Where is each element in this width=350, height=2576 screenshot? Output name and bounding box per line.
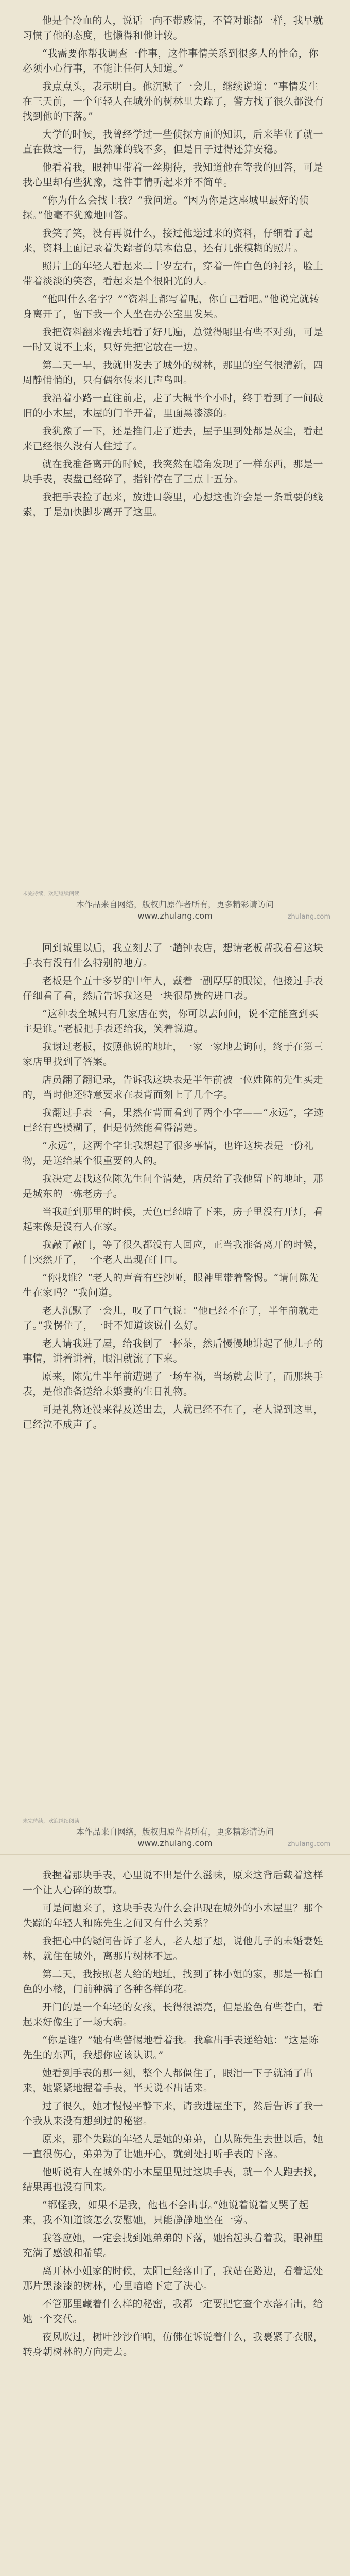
paragraph: 我把手表捡了起来，放进口袋里，心想这也许会是一条重要的线索，于是加快脚步离开了这里。 <box>23 492 324 518</box>
paragraph: 照片上的年轻人看起来二十岁左右，穿着一件白色的衬衫，脸上带着淡淡的笑容，看起来是个很阳光的人。 <box>23 261 324 287</box>
paragraph: 老人沉默了一会儿，叹了口气说：“他已经不在了，半年前就走了。”我愣住了，一时不知道该说什么好。 <box>23 1305 319 1331</box>
paragraph: “你找谁？”老人的声音有些沙哑，眼神里带着警惕。“请问陈先生在家吗？”我问道。 <box>23 1272 319 1298</box>
page-credit: 未完待续，欢迎继续阅读 <box>23 1819 79 1824</box>
paragraph: “这种表全城只有几家店在卖，你可以去问问，说不定能查到买主是谁。”老板把手表还给我，笑着说道。 <box>23 1008 319 1035</box>
paragraph: 不管那里藏着什么样的秘密，我都一定要把它查个水落石出，给她一个交代。 <box>23 2298 324 2325</box>
paragraph: “你为什么会找上我？”我问道。“因为你是这座城里最好的侦探。”他毫不犹豫地回答。 <box>23 195 309 221</box>
paragraph: “永远”，这两个字让我想起了很多事情，也许这块表是一份礼物，是送给某个很重要的人的。 <box>23 1140 314 1166</box>
paragraph: “他叫什么名字？”“资料上都写着呢，你自己看吧。”他说完就转身离开了，留下我一个人坐在办公室里发呆。 <box>23 294 320 320</box>
paragraph: 原来，陈先生半年前遭遇了一场车祸，当场就去世了，而那块手表，是他准备送给未婚妻的生日礼物。 <box>23 1371 324 1397</box>
paragraph: 我犹豫了一下，还是推门走了进去，屋子里到处都是灰尘，看起来已经很久没有人住过了。 <box>23 426 324 452</box>
paragraph: 我决定去找这位陈先生问个清楚，店员给了我他留下的地址，那是城东的一栋老房子。 <box>23 1173 324 1199</box>
paragraph: 回到城里以后，我立刻去了一趟钟表店，想请老板帮我看看这块手表有没有什么特别的地方。 <box>23 942 324 969</box>
paragraph: “都怪我，如果不是我，他也不会出事。”她说着说着又哭了起来，我不知道该怎么安慰她，只能静静地坐在一旁。 <box>23 2199 309 2226</box>
paragraph: 可是礼物还没来得及送出去，人就已经不在了，老人说到这里，已经泣不成声了。 <box>23 1404 324 1430</box>
scan-page-2 <box>0 927 350 1855</box>
paragraph: 她看到手表的那一刻，整个人都僵住了，眼泪一下子就涌了出来，她紧紧地握着手表，半天说不出话来。 <box>23 2067 313 2094</box>
paragraph-list <box>23 13 327 520</box>
paragraph: 离开林小姐家的时候，太阳已经落山了，我站在路边，看着远处那片黑漆漆的树林，心里暗暗下定了决心。 <box>23 2265 324 2292</box>
paragraph: 开门的是一个年轻的女孩，长得很漂亮，但是脸色有些苍白，看起来好像生了一场大病。 <box>23 2002 324 2028</box>
paragraph: 过了很久，她才慢慢平静下来，请我进屋坐下，然后告诉了我一个我从来没有想到过的秘密。 <box>23 2100 324 2127</box>
paragraph: 第二天，我按照老人给的地址，找到了林小姐的家，那是一栋白色的小楼，门前种满了各种各样的花。 <box>23 1969 324 1995</box>
paragraph: 可是问题来了，这块手表为什么会出现在城外的小木屋里？那个失踪的年轻人和陈先生之间又有什么关系？ <box>23 1903 324 1929</box>
paragraph: “你是谁？”她有些警惕地看着我。我拿出手表递给她：“这是陈先生的东西，我想你应该认识。” <box>23 2035 319 2061</box>
paragraph: 他听说有人在城外的小木屋里见过这块手表，就一个人跑去找，结果再也没有回来。 <box>23 2166 324 2193</box>
footer-text: 本作品来自网络，版权归原作者所有，更多精彩请访问 <box>76 900 274 909</box>
footer-text: 本作品来自网络，版权归原作者所有，更多精彩请访问 <box>76 1827 274 1837</box>
paragraph: 就在我准备离开的时候，我突然在墙角发现了一样东西，那是一块手表，表盘已经碎了，指针停在了三点十五分。 <box>23 459 324 485</box>
footer-link[interactable]: www.zhulang.com <box>137 1838 213 1848</box>
paragraph: 店员翻了翻记录，告诉我这块表是半年前被一位姓陈的先生买走的，当时他还特意要求在表背面刻上了几个字。 <box>23 1074 324 1100</box>
paragraph: 我握着那块手表，心里说不出是什么滋味，原来这背后藏着这样一个让人心碎的故事。 <box>23 1870 324 1896</box>
watermark: zhulang.com <box>287 913 330 921</box>
paragraph: 我谢过老板，按照他说的地址，一家一家地去询问，终于在第三家店里找到了答案。 <box>23 1041 324 1067</box>
paragraph: 老板是个五十多岁的中年人，戴着一副厚厚的眼镜，他接过手表仔细看了看，然后告诉我这是一块很昂贵的进口表。 <box>23 975 324 1002</box>
watermark: zhulang.com <box>287 1840 330 1848</box>
scan-page-3 <box>0 1855 350 2576</box>
paragraph: “我需要你帮我调查一件事，这件事情关系到很多人的性命，你必须小心行事，不能让任何人知道。” <box>23 48 319 74</box>
paragraph: 大学的时候，我曾经学过一些侦探方面的知识，后来毕业了就一直在做这一行，虽然赚的钱不多，但是日子过得还算安稳。 <box>23 129 324 155</box>
paragraph: 他看着我，眼神里带着一丝期待，我知道他在等我的回答，可是我心里却有些犹豫，这件事情听起来并不简单。 <box>23 162 324 188</box>
paragraph: 我把心中的疑问告诉了老人，老人想了想，说他儿子的未婚妻姓林，就住在城外，离那片树林不远。 <box>23 1936 324 1962</box>
paragraph: 我把资料翻来覆去地看了好几遍，总觉得哪里有些不对劲，可是一时又说不上来，只好先把它放在一边。 <box>23 327 324 353</box>
paragraph-list <box>23 1868 327 2360</box>
footer-link[interactable]: www.zhulang.com <box>137 911 213 921</box>
paragraph: 我翻过手表一看，果然在背面看到了两个小字——“永远”，字迹已经有些模糊了，但是仍然能看得清楚。 <box>23 1107 324 1133</box>
paragraph: 我答应她，一定会找到她弟弟的下落，她抬起头看着我，眼神里充满了感激和希望。 <box>23 2232 324 2259</box>
paragraph: 我沿着小路一直往前走，走了大概半个小时，终于看到了一间破旧的小木屋，木屋的门半开着，里面黑漆漆的。 <box>23 393 324 419</box>
paragraph: 他是个冷血的人，说话一向不带感情，不管对谁都一样，我早就习惯了他的态度，也懒得和他计较。 <box>23 15 324 41</box>
paragraph: 第二天一早，我就出发去了城外的树林，那里的空气很清新，四周静悄悄的，只有偶尔传来几声鸟叫。 <box>23 360 324 386</box>
paragraph: 当我赶到那里的时候，天色已经暗了下来，房子里没有开灯，看起来像是没有人在家。 <box>23 1206 324 1232</box>
paragraph: 我笑了笑，没有再说什么，接过他递过来的资料，仔细看了起来，资料上面记录着失踪者的基本信息，还有几张模糊的照片。 <box>23 228 313 254</box>
paragraph: 我敲了敲门，等了很久都没有人回应，正当我准备离开的时候，门突然开了，一个老人出现在门口。 <box>23 1239 324 1265</box>
scan-page-1 <box>0 0 350 927</box>
paragraph: 夜风吹过，树叶沙沙作响，仿佛在诉说着什么，我裹紧了衣服，转身朝树林的方向走去。 <box>23 2331 324 2358</box>
paragraph: 老人请我进了屋，给我倒了一杯茶，然后慢慢地讲起了他儿子的事情，讲着讲着，眼泪就流了下来。 <box>23 1338 324 1364</box>
paragraph: 原来，那个失踪的年轻人是她的弟弟，自从陈先生去世以后，她一直很伤心，弟弟为了让她开心，就到处打听手表的下落。 <box>23 2133 324 2160</box>
paragraph-list <box>23 941 327 1432</box>
page-credit: 未完待续，欢迎继续阅读 <box>23 891 79 897</box>
paragraph: 我点点头，表示明白。他沉默了一会儿，继续说道：“事情发生在三天前，一个年轻人在城外的树林里失踪了，警方找了很久都没有找到他的下落。” <box>23 81 324 122</box>
